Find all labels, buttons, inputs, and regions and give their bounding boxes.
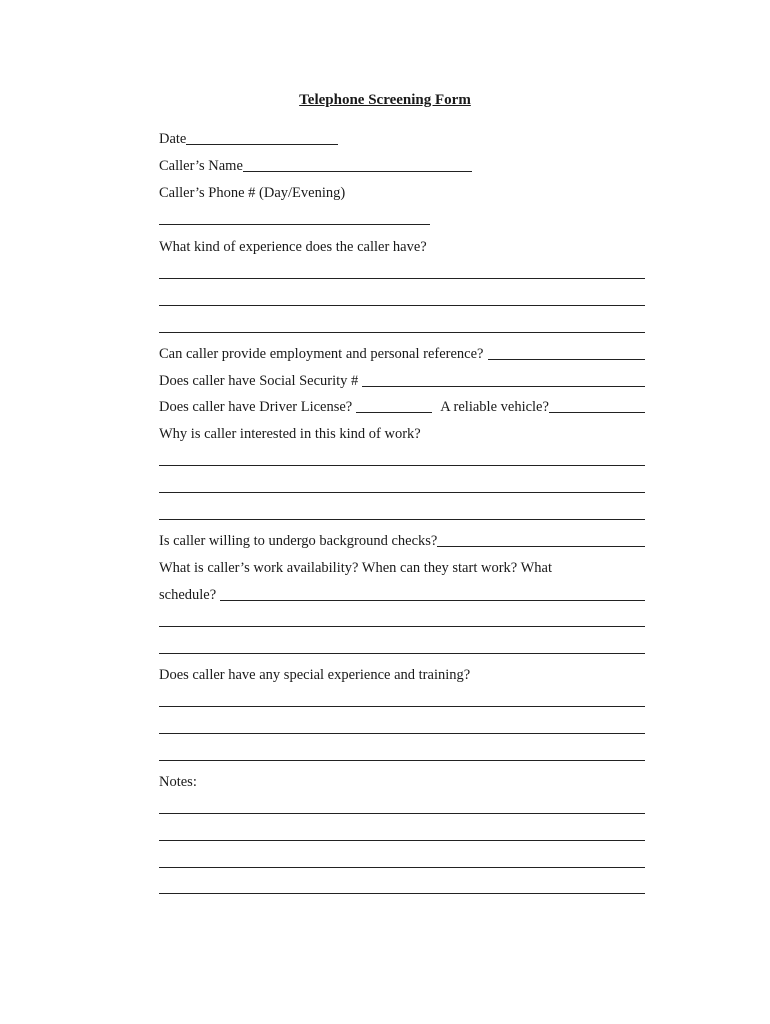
interest-row	[159, 423, 645, 443]
availability-line-2[interactable]	[159, 653, 645, 654]
availability-row	[159, 557, 645, 577]
interest-line-3[interactable]	[159, 519, 645, 520]
special-experience-question: Does caller have any special experience and training?	[159, 667, 471, 683]
callers-phone-label: Caller’s Phone # (Day/Evening)	[159, 185, 346, 201]
date-row	[159, 128, 645, 148]
special-experience-line-3[interactable]	[159, 760, 645, 761]
notes-row	[159, 771, 645, 791]
background-question: Is caller willing to undergo background checks?	[159, 533, 438, 549]
social-security-field[interactable]	[362, 385, 645, 387]
interest-line-1[interactable]	[159, 465, 645, 466]
vehicle-question: A reliable vehicle?	[440, 399, 549, 415]
notes-label: Notes:	[159, 774, 197, 790]
availability-question: What is caller’s work availability? When can they start work? What	[159, 560, 552, 576]
reference-row	[159, 343, 645, 363]
experience-question: What kind of experience does the caller have?	[159, 239, 427, 255]
experience-line-2[interactable]	[159, 305, 645, 306]
notes-line-2[interactable]	[159, 840, 645, 841]
driver-license-field[interactable]	[356, 411, 432, 413]
notes-line-4[interactable]	[159, 893, 645, 894]
schedule-row	[159, 584, 645, 604]
special-experience-line-2[interactable]	[159, 733, 645, 734]
schedule-field[interactable]	[220, 599, 645, 601]
special-experience-line-1[interactable]	[159, 706, 645, 707]
interest-line-2[interactable]	[159, 492, 645, 493]
experience-line-3[interactable]	[159, 332, 645, 333]
background-field[interactable]	[437, 545, 645, 547]
special-experience-row	[159, 664, 645, 684]
callers-name-row	[159, 155, 645, 175]
form-title: Telephone Screening Form	[299, 92, 471, 108]
social-security-question: Does caller have Social Security #	[159, 373, 359, 389]
notes-line-1[interactable]	[159, 813, 645, 814]
schedule-label: schedule?	[159, 587, 217, 603]
interest-question: Why is caller interested in this kind of work?	[159, 426, 421, 442]
availability-line-1[interactable]	[159, 626, 645, 627]
callers-name-field[interactable]	[243, 170, 472, 172]
social-security-row	[159, 370, 645, 390]
date-label: Date	[159, 131, 187, 147]
experience-row	[159, 236, 645, 256]
license-vehicle-row	[159, 396, 645, 416]
experience-line-1[interactable]	[159, 278, 645, 279]
notes-line-3[interactable]	[159, 867, 645, 868]
callers-phone-field[interactable]	[159, 224, 430, 225]
callers-name-label: Caller’s Name	[159, 158, 243, 174]
callers-phone-row	[159, 182, 645, 202]
reference-field[interactable]	[488, 358, 646, 360]
date-field[interactable]	[186, 143, 338, 145]
reference-question: Can caller provide employment and personal reference?	[159, 346, 484, 362]
driver-license-question: Does caller have Driver License?	[159, 399, 353, 415]
background-row	[159, 530, 645, 550]
vehicle-field[interactable]	[549, 411, 645, 413]
